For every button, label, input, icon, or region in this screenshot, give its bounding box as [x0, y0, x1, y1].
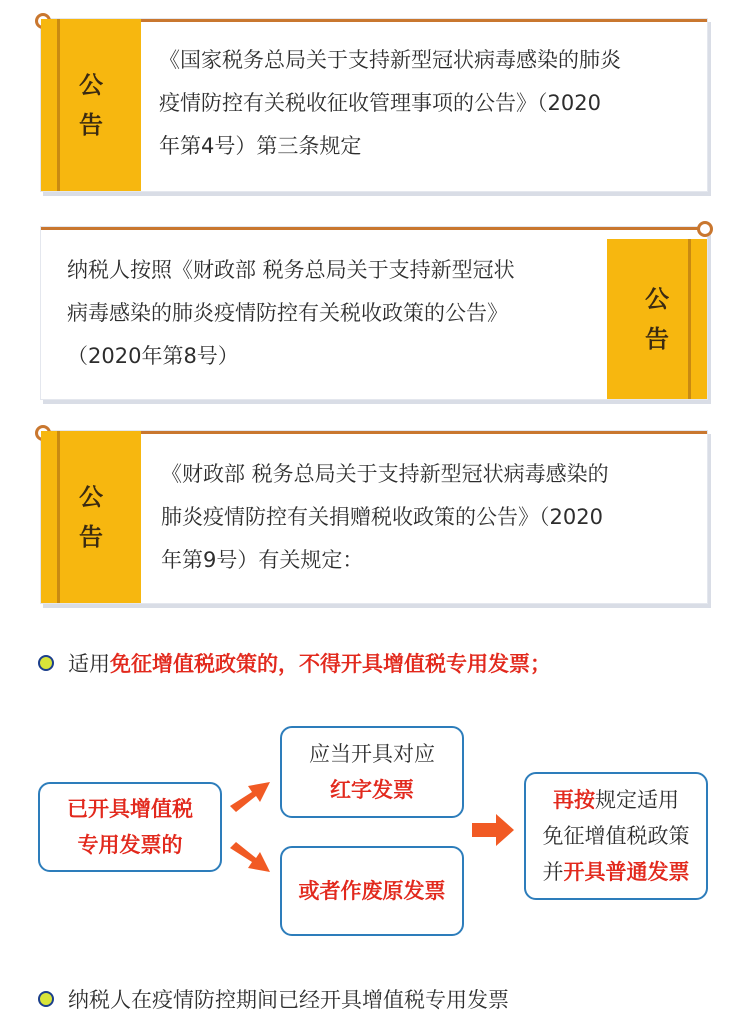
- flow-right-text-3: 并: [542, 860, 564, 884]
- notice-1-line-1: 《国家税务总局关于支持新型冠状病毒感染的肺炎: [159, 48, 621, 72]
- flow-right-text-1: 规定适用: [595, 788, 679, 812]
- notice-2-line-3: （2020年第8号）: [67, 344, 239, 368]
- flow-left-line-1: 已开具增值税: [67, 797, 193, 821]
- arrow-right-icon: [472, 812, 516, 848]
- bullet-row-1: [38, 648, 551, 678]
- flow-top-line-1: 应当开具对应: [309, 742, 435, 766]
- bullet-row-2: [38, 984, 509, 1014]
- flow-right-box: [524, 772, 708, 900]
- notice-text-1: [159, 39, 621, 168]
- tag-char-1: 公: [79, 71, 103, 99]
- tag-char-2: 告: [79, 523, 103, 551]
- notice-tag: [41, 431, 141, 603]
- card-top-line: [41, 227, 707, 230]
- flow-bottom-box: [280, 846, 464, 936]
- flow-top-line-2: 红字发票: [330, 778, 414, 802]
- notice-card-3: [40, 430, 708, 604]
- bullet-2-text: 纳税人在疫情防控期间已经开具增值税专用发票: [68, 988, 509, 1012]
- notice-card-2: [40, 226, 708, 400]
- tag-edge: [688, 239, 691, 399]
- notice-2-line-2: 病毒感染的肺炎疫情防控有关税收政策的公告》: [67, 301, 508, 325]
- tag-edge: [57, 19, 60, 191]
- notice-3-line-2: 肺炎疫情防控有关捐赠税收政策的公告》（2020: [161, 505, 603, 529]
- bullet-dot-icon: [38, 991, 54, 1007]
- notice-tag: [41, 19, 141, 191]
- notice-text-2: [67, 249, 515, 378]
- flow-right-red-3: 开具普通发票: [563, 860, 690, 884]
- tag-char-2: 告: [645, 325, 669, 353]
- notice-3-line-1: 《财政部 税务总局关于支持新型冠状病毒感染的: [161, 462, 609, 486]
- tag-edge: [57, 431, 60, 603]
- notice-card-1: [40, 18, 708, 192]
- arrow-up-right-icon: [228, 778, 272, 814]
- notice-tag: [607, 239, 707, 399]
- flow-right-line-1: [553, 782, 679, 818]
- flow-bottom-text: 或者作废原发票: [298, 879, 446, 903]
- flow-right-line-3: [543, 854, 690, 890]
- tag-char-1: 公: [645, 285, 669, 313]
- scroll-curl-icon: [697, 221, 713, 237]
- notice-1-line-3: 年第4号）第三条规定: [159, 134, 362, 158]
- bullet-dot-icon: [38, 655, 54, 671]
- tag-char-1: 公: [79, 483, 103, 511]
- flow-right-red-1: 再按: [553, 788, 595, 812]
- tag-char-2: 告: [79, 111, 103, 139]
- bullet-1-prefix: 适用: [68, 652, 110, 676]
- flow-left-box: [38, 782, 222, 872]
- flow-left-line-2: 专用发票的: [77, 833, 183, 857]
- flow-top-box: [280, 726, 464, 818]
- bullet-1-highlight: 免征增值税政策的，不得开具增值税专用发票；: [110, 652, 551, 676]
- arrow-down-right-icon: [228, 840, 272, 876]
- notice-text-3: [161, 453, 609, 582]
- notice-2-line-1: 纳税人按照《财政部 税务总局关于支持新型冠状: [67, 258, 515, 282]
- notice-3-line-3: 年第9号）有关规定：: [161, 548, 364, 572]
- flow-right-line-2: 免征增值税政策: [542, 824, 690, 848]
- notice-1-line-2: 疫情防控有关税收征收管理事项的公告》（2020: [159, 91, 601, 115]
